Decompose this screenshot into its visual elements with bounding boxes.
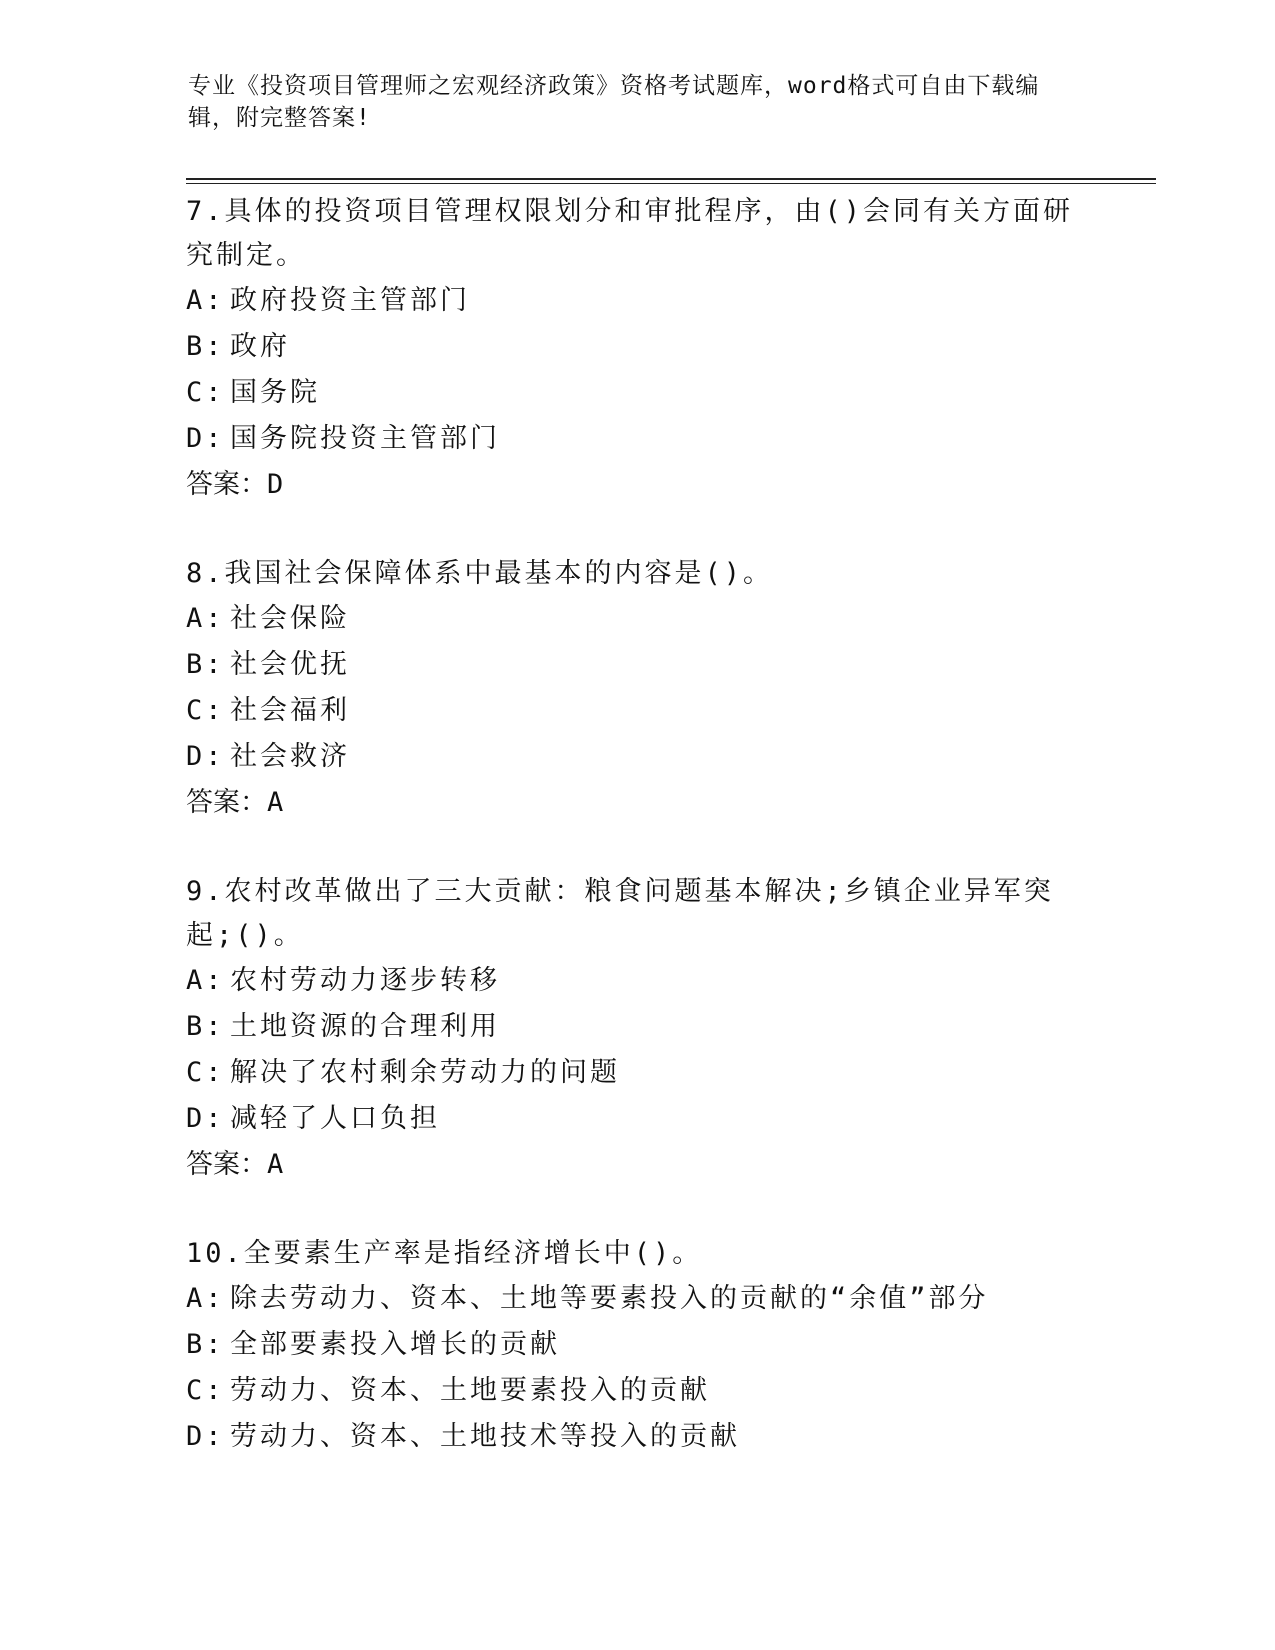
question-10 xyxy=(186,1232,1086,1460)
answer-line xyxy=(186,1142,1086,1188)
option-text: 减轻了人口负担 xyxy=(230,1103,440,1134)
header-rule-thin xyxy=(186,183,1156,184)
option-text: 社会优抚 xyxy=(230,649,350,680)
option-key: C: xyxy=(186,1057,225,1088)
question-list xyxy=(186,190,1086,1504)
option-text: 政府 xyxy=(230,331,290,362)
option-text: 除去劳动力、资本、土地等要素投入的贡献的“余值”部分 xyxy=(230,1283,989,1314)
question-7 xyxy=(186,190,1086,508)
question-9 xyxy=(186,870,1086,1188)
question-text: 8.我国社会保障体系中最基本的内容是()。 xyxy=(186,558,774,589)
answer-value: A xyxy=(267,787,284,818)
option-key: A: xyxy=(186,285,225,316)
option-key: B: xyxy=(186,649,225,680)
option-key: A: xyxy=(186,1283,225,1314)
option-key: A: xyxy=(186,965,225,996)
answer-line xyxy=(186,462,1086,508)
option-key: D: xyxy=(186,1421,225,1452)
option-text: 解决了农村剩余劳动力的问题 xyxy=(230,1057,620,1088)
option-b xyxy=(186,1004,1086,1050)
question-text: 10.全要素生产率是指经济增长中()。 xyxy=(186,1238,703,1269)
option-key: C: xyxy=(186,695,225,726)
option-c xyxy=(186,688,1086,734)
option-b xyxy=(186,324,1086,370)
option-c xyxy=(186,1050,1086,1096)
option-d xyxy=(186,1414,1086,1460)
option-text: 社会福利 xyxy=(230,695,350,726)
option-text: 国务院投资主管部门 xyxy=(230,423,500,454)
option-a xyxy=(186,596,1086,642)
answer-label: 答案： xyxy=(186,469,267,500)
option-text: 土地资源的合理利用 xyxy=(230,1011,500,1042)
answer-label: 答案： xyxy=(186,1149,267,1180)
option-a xyxy=(186,1276,1086,1322)
question-text: 9.农村改革做出了三大贡献：粮食问题基本解决;乡镇企业异军突起;()。 xyxy=(186,876,1054,951)
option-a xyxy=(186,958,1086,1004)
option-key: B: xyxy=(186,1329,225,1360)
option-key: D: xyxy=(186,741,225,772)
option-key: D: xyxy=(186,423,225,454)
option-c xyxy=(186,370,1086,416)
option-text: 劳动力、资本、土地技术等投入的贡献 xyxy=(230,1421,740,1452)
option-key: C: xyxy=(186,377,225,408)
option-d xyxy=(186,734,1086,780)
option-text: 社会保险 xyxy=(230,603,350,634)
option-key: B: xyxy=(186,331,225,362)
option-text: 农村劳动力逐步转移 xyxy=(230,965,500,996)
option-key: B: xyxy=(186,1011,225,1042)
option-c xyxy=(186,1368,1086,1414)
question-8 xyxy=(186,552,1086,826)
option-text: 政府投资主管部门 xyxy=(230,285,470,316)
option-d xyxy=(186,416,1086,462)
option-text: 社会救济 xyxy=(230,741,350,772)
option-d xyxy=(186,1096,1086,1142)
option-a xyxy=(186,278,1086,324)
answer-line xyxy=(186,780,1086,826)
option-key: C: xyxy=(186,1375,225,1406)
document-header: 专业《投资项目管理师之宏观经济政策》资格考试题库，word格式可自由下载编辑，附完整答案! xyxy=(188,73,1040,131)
question-text: 7.具体的投资项目管理权限划分和审批程序，由()会同有关方面研究制定。 xyxy=(186,196,1074,271)
option-text: 全部要素投入增长的贡献 xyxy=(230,1329,560,1360)
option-b xyxy=(186,642,1086,688)
answer-value: A xyxy=(267,1149,284,1180)
option-text: 劳动力、资本、土地要素投入的贡献 xyxy=(230,1375,710,1406)
option-key: A: xyxy=(186,603,225,634)
answer-label: 答案： xyxy=(186,787,267,818)
option-text: 国务院 xyxy=(230,377,320,408)
option-key: D: xyxy=(186,1103,225,1134)
answer-value: D xyxy=(267,469,284,500)
header-rule-thick xyxy=(186,178,1156,180)
option-b xyxy=(186,1322,1086,1368)
